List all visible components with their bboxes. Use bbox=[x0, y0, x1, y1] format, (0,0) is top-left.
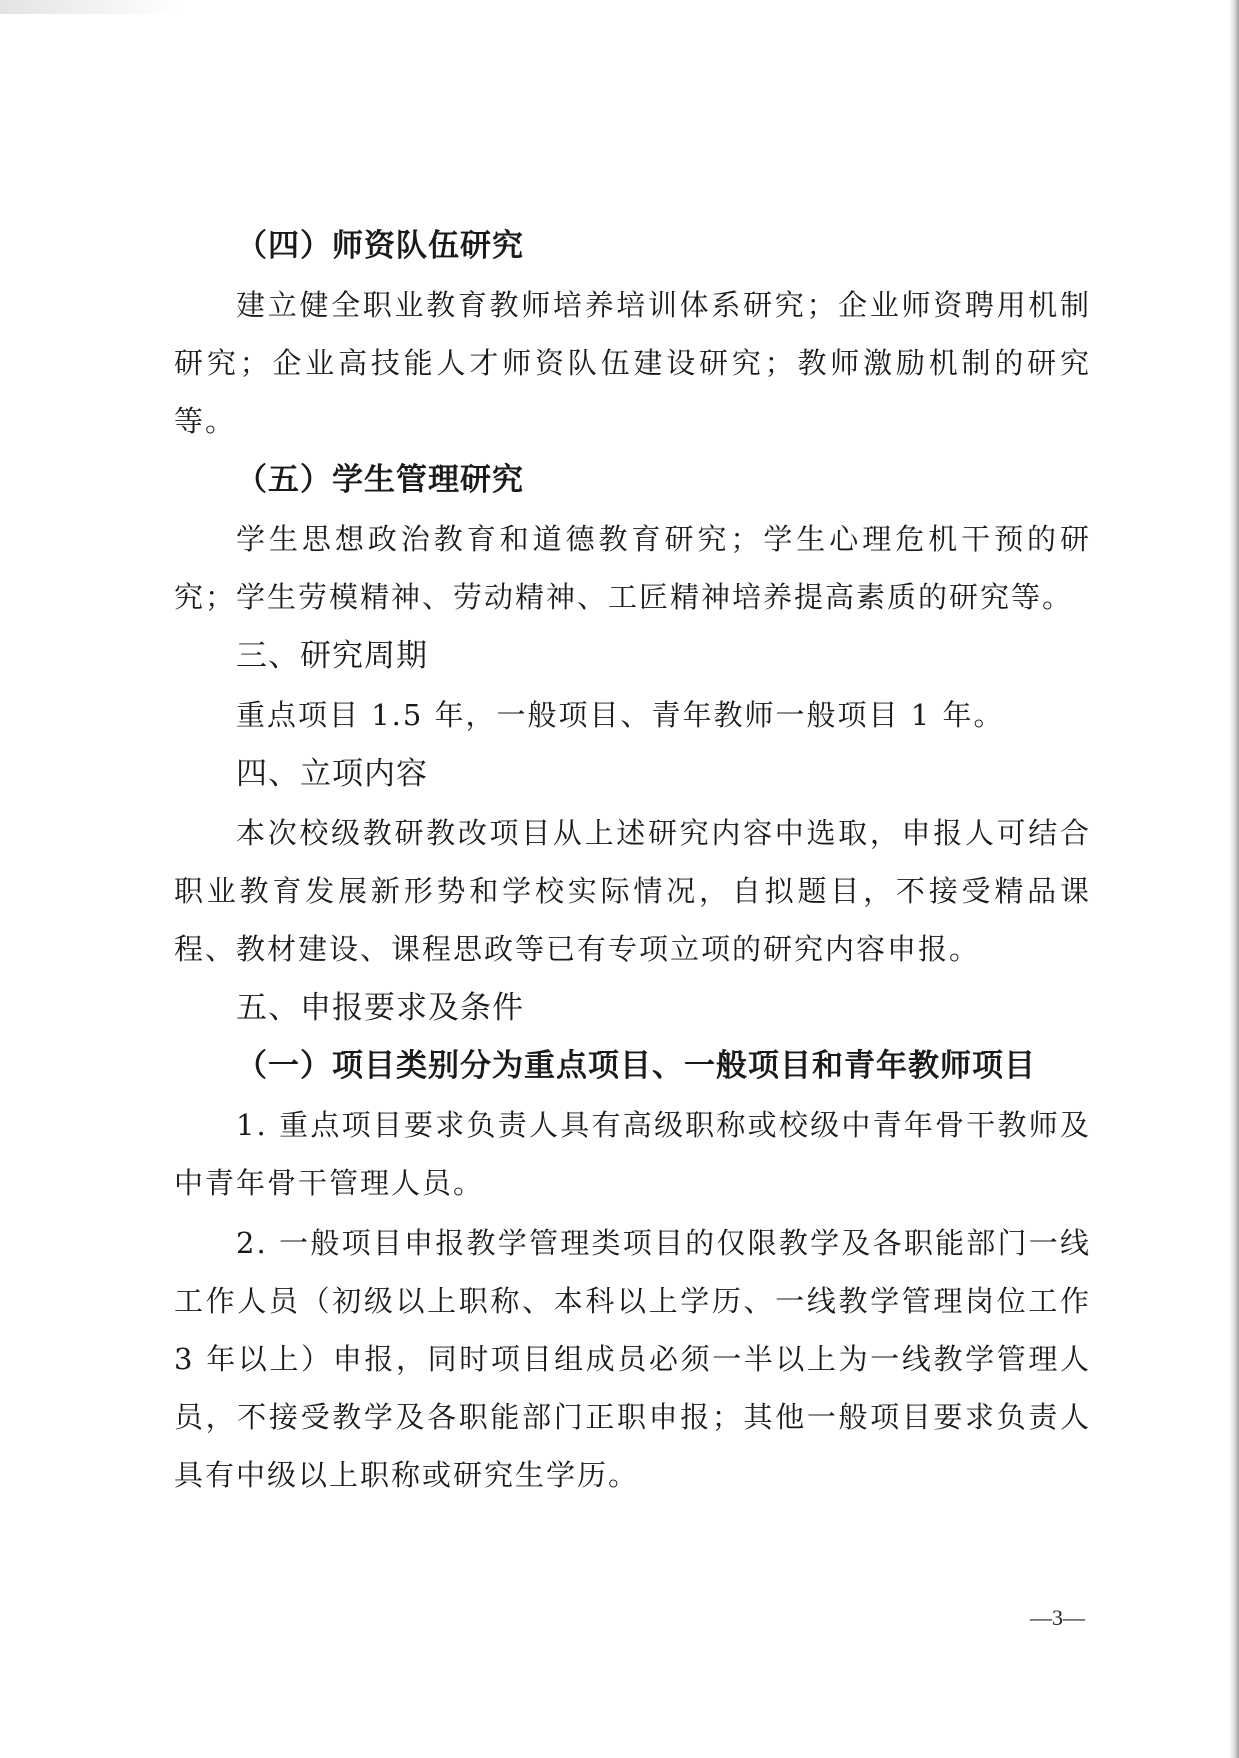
paragraph-student-management: 学生思想政治教育和道德教育研究；学生心理危机干预的研究；学生劳模精神、劳动精神、工匠精神培养提高素质的研究等。 bbox=[174, 522, 1091, 614]
paragraph-research-period: 重点项目 1.5 年，一般项目、青年教师一般项目 1 年。 bbox=[236, 698, 1005, 732]
paragraph-key-project-requirement: 1. 重点项目要求负责人具有高级职称或校级中青年骨干教师及中青年骨干管理人员。 bbox=[174, 1108, 1091, 1200]
heading-project-categories: （一）项目类别分为重点项目、一般项目和青年教师项目 bbox=[236, 1048, 1036, 1084]
page-edge-shadow bbox=[1229, 0, 1239, 1758]
paragraph-project-content: 本次校级教研教改项目从上述研究内容中选取，申报人可结合职业教育发展新形势和学校实际情况，自拟题目，不接受精品课程、教材建设、课程思政等已有专项立项的研究内容申报。 bbox=[174, 816, 1091, 966]
heading-research-period: 三、研究周期 bbox=[236, 638, 428, 674]
paragraph-teacher-team: 建立健全职业教育教师培养培训体系研究；企业师资聘用机制研究；企业高技能人才师资队伍建设研究；教师激励机制的研究等。 bbox=[174, 288, 1091, 438]
page-number: —3— bbox=[1030, 1605, 1085, 1630]
scan-artifact bbox=[0, 0, 180, 14]
heading-application-requirements: 五、申报要求及条件 bbox=[236, 990, 524, 1026]
heading-teacher-team-research: （四）师资队伍研究 bbox=[236, 228, 524, 264]
heading-student-management-research: （五）学生管理研究 bbox=[236, 462, 524, 498]
document-body bbox=[174, 226, 1091, 1514]
heading-project-content: 四、立项内容 bbox=[236, 756, 428, 792]
paragraph-general-project-requirement: 2. 一般项目申报教学管理类项目的仅限教学及各职能部门一线工作人员（初级以上职称、本科以上学历、一线教学管理岗位工作 3 年以上）申报，同时项目组成员必须一半以上为一线教学管理人员，不接受教学及各职能部门正职申报；其他一般项目要求负责人具有中级以上职称或研究生学历。 bbox=[174, 1226, 1091, 1492]
